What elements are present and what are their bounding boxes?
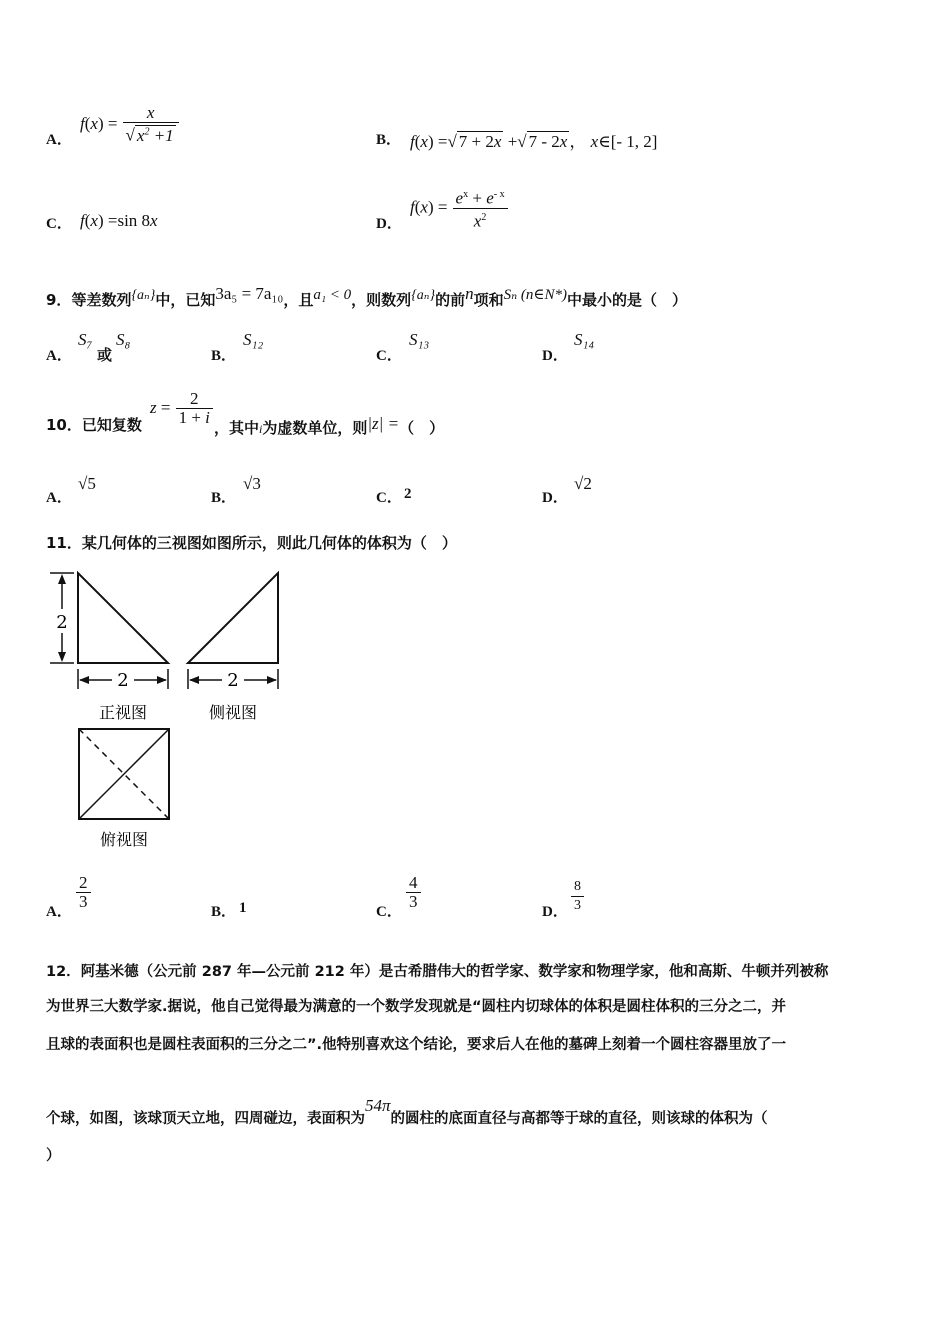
q10-option-d-value: √2 [574, 474, 592, 493]
side-width-dimension-label: 2 [227, 670, 239, 691]
side-view-label: 侧视图 [208, 703, 258, 722]
q9-option-a-value: S₇ [78, 330, 93, 349]
q8-option-c-label: C． [46, 216, 72, 232]
q11-question: 11．某几何体的三视图如图所示，则此几何体的体积为（ ） [46, 534, 457, 552]
q8-option-d-formula: f(x) = $\frac{e^x + e^{- x}}{x^2}$ [410, 186, 508, 230]
q11-option-b-value: 1 [239, 900, 247, 916]
q8-option-c-formula: f(x) =sin 8x [80, 211, 158, 230]
front-view-triangle [78, 573, 168, 663]
q9-option-d-label: D． [542, 348, 568, 364]
q9-option-a-or: 或 [97, 346, 113, 364]
q10-option-c-label: C． [376, 490, 402, 506]
q12-line-4: 个球，如图，该球顶天立地，四周碰边，表面积为54π的圆柱的底面直径与高都等于球的直径，则该球的体积为（ [46, 1096, 768, 1127]
top-view-label: 俯视图 [99, 830, 149, 849]
q11-option-d-label: D． [542, 904, 568, 920]
q10-z-expression: z = $\frac{2}{1 + i}$ [150, 390, 213, 427]
q11-option-c-label: C． [376, 904, 402, 920]
q9-option-a-label: A． [46, 348, 72, 364]
q10-option-a-value: √5 [78, 474, 96, 493]
q9-option-b-value: S₁₂ [243, 330, 264, 349]
q9-option-b-label: B． [211, 348, 237, 364]
q12-line-3: 且球的表面积也是圆柱表面积的三分之二”.他特别喜欢这个结论，要求后人在他的墓碑上刻着一个圆柱容器里放了一 [46, 1037, 787, 1053]
q10-option-b-value: √3 [243, 474, 261, 493]
front-width-dimension-label: 2 [117, 670, 129, 691]
q9-option-d-value: S₁₄ [574, 330, 595, 349]
q11-option-b-label: B． [211, 904, 237, 920]
q9-option-c-value: S₁₃ [409, 330, 430, 349]
height-dimension-label: 2 [56, 612, 68, 633]
q10-option-a-label: A． [46, 490, 72, 506]
q10-option-d-label: D． [542, 490, 568, 506]
q10-question-rest: ，其中i为虚数单位，则|z| =（ ） [214, 414, 445, 437]
q9-question: 9．等差数列{aₙ}中，已知3a₅ = 7a₁₀，且a₁ < 0，则数列{aₙ}的前n项和Sₙ (n∈N*)中最小的是（ ） [46, 284, 688, 309]
q8-option-d-label: D． [376, 216, 402, 232]
q12-line-1: 12．阿基米德（公元前 287 年—公元前 212 年）是古希腊伟大的哲学家、数学家和物理学家，他和高斯、牛顿并列被称 [46, 964, 829, 980]
q12-line-5: ） [46, 1148, 61, 1164]
q11-option-a-label: A． [46, 904, 72, 920]
q8-option-a-label: A． [46, 132, 72, 148]
front-view-label: 正视图 [98, 703, 148, 722]
q11-option-a-value: $\frac{2}{3}$ [76, 874, 91, 911]
q8-option-a-formula: f(x) = $\frac{x}{√ x^2 +1}$ [80, 104, 179, 145]
q10-option-c-value: 2 [404, 486, 412, 502]
q8-option-b-label: B． [376, 132, 402, 148]
q8-option-b-formula: f(x) =√ 7 + 2x +√ 7 - 2x ， x∈[- 1, 2] [410, 132, 658, 151]
q12-line-2: 为世界三大数学家.据说，他自己觉得最为满意的一个数学发现就是“圆柱内切球体的体积是圆柱体积的三分之二，并 [46, 999, 787, 1015]
q9-option-c-label: C． [376, 348, 402, 364]
three-view-figure [40, 566, 300, 856]
q11-option-d-value: $\frac{8}{3}$ [571, 878, 584, 915]
q10-question: 10．已知复数 [46, 416, 142, 434]
q9-option-a-value2: S₈ [116, 330, 131, 349]
q11-option-c-value: $\frac{4}{3}$ [406, 874, 421, 911]
q10-option-b-label: B． [211, 490, 237, 506]
side-view-triangle [188, 573, 278, 663]
